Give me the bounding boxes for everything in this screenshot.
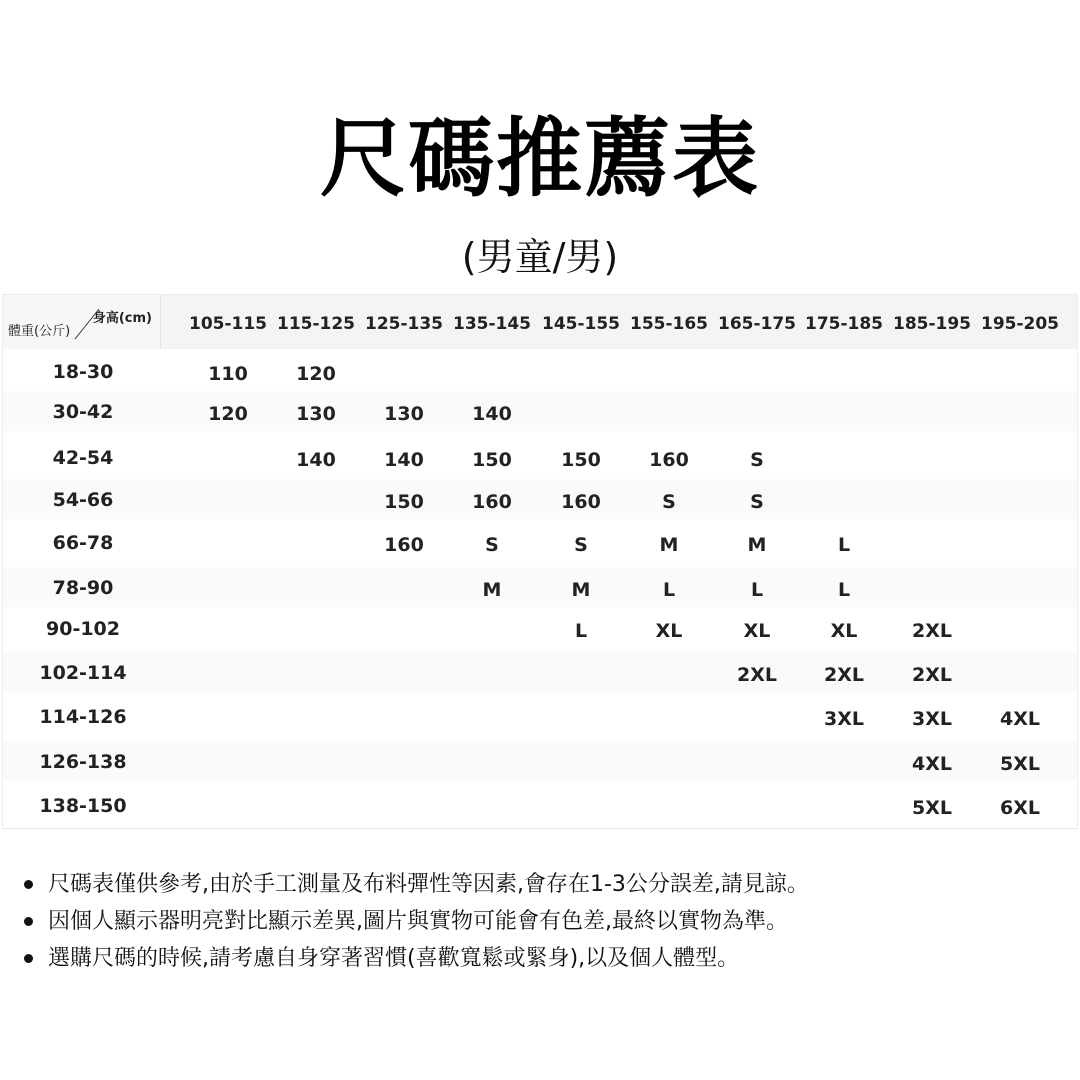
weight-row-label: 90-102	[46, 618, 120, 640]
weight-row-label: 54-66	[52, 489, 114, 511]
size-cell: 4XL	[1000, 708, 1040, 730]
size-cell: S	[750, 491, 764, 513]
note-item	[22, 903, 1062, 940]
size-cell: 160	[472, 491, 512, 513]
size-cell: 130	[384, 403, 424, 425]
height-column-header: 195-205	[980, 314, 1060, 334]
table-corner-cell	[3, 295, 161, 349]
bullet-icon	[24, 880, 33, 889]
weight-row-label: 18-30	[52, 361, 114, 383]
size-cell: 2XL	[737, 664, 777, 686]
size-cell: M	[482, 579, 502, 601]
note-item	[22, 866, 1062, 903]
notes-list	[22, 866, 1062, 977]
height-column-header: 105-115	[188, 314, 268, 334]
height-column-header: 115-125	[276, 314, 356, 334]
weight-row-label: 114-126	[39, 706, 127, 728]
height-axis-label: 身高(cm)	[92, 311, 152, 326]
size-cell: S	[485, 534, 499, 556]
size-cell: XL	[743, 620, 771, 642]
table-row	[3, 437, 1077, 477]
bullet-icon	[24, 917, 33, 926]
size-cell: 130	[296, 403, 336, 425]
table-row	[3, 567, 1077, 607]
size-cell: 160	[384, 534, 424, 556]
size-cell: L	[837, 534, 851, 556]
size-cell: S	[574, 534, 588, 556]
size-cell: M	[571, 579, 591, 601]
weight-row-label: 78-90	[52, 577, 114, 599]
size-cell: 150	[384, 491, 424, 513]
weight-row-label: 138-150	[39, 795, 127, 817]
size-cell: 4XL	[912, 753, 952, 775]
size-cell: M	[659, 534, 679, 556]
table-row	[3, 351, 1077, 391]
table-row	[3, 391, 1077, 431]
size-cell: 140	[296, 449, 336, 471]
size-cell: XL	[830, 620, 858, 642]
size-cell: 150	[472, 449, 512, 471]
height-column-header: 125-135	[364, 314, 444, 334]
weight-row-label: 30-42	[52, 401, 114, 423]
height-column-header: 185-195	[892, 314, 972, 334]
size-cell: 5XL	[912, 797, 952, 819]
height-column-header: 135-145	[452, 314, 532, 334]
note-text: 尺碼表僅供參考,由於手工測量及布料彈性等因素,會存在1-3公分誤差,請見諒。	[48, 872, 809, 897]
height-column-header: 175-185	[804, 314, 884, 334]
page-title: 尺碼推薦表	[320, 109, 760, 209]
size-cell: XL	[655, 620, 683, 642]
size-cell: S	[750, 449, 764, 471]
size-cell: 160	[649, 449, 689, 471]
size-cell: 6XL	[1000, 797, 1040, 819]
size-cell: M	[747, 534, 767, 556]
size-cell: 140	[472, 403, 512, 425]
size-cell: 3XL	[824, 708, 864, 730]
size-cell: 2XL	[824, 664, 864, 686]
size-cell: 2XL	[912, 664, 952, 686]
page-subtitle: (男童/男)	[461, 235, 619, 279]
weight-row-label: 126-138	[39, 751, 127, 773]
size-cell: 140	[384, 449, 424, 471]
size-cell: 5XL	[1000, 753, 1040, 775]
size-cell: L	[574, 620, 588, 642]
table-header-row	[3, 295, 1077, 349]
bullet-icon	[24, 954, 33, 963]
table-row	[3, 479, 1077, 519]
size-cell: 110	[208, 363, 248, 385]
size-cell: L	[837, 579, 851, 601]
size-cell: 120	[208, 403, 248, 425]
weight-row-label: 102-114	[39, 662, 127, 684]
height-column-header: 155-165	[629, 314, 709, 334]
table-row	[3, 522, 1077, 562]
weight-row-label: 42-54	[52, 447, 114, 469]
size-cell: S	[662, 491, 676, 513]
size-cell: 2XL	[912, 620, 952, 642]
weight-row-label: 66-78	[52, 532, 114, 554]
height-column-header: 165-175	[717, 314, 797, 334]
size-cell: 120	[296, 363, 336, 385]
size-cell: L	[662, 579, 676, 601]
size-cell: 150	[561, 449, 601, 471]
height-column-header: 145-155	[541, 314, 621, 334]
note-text: 因個人顯示器明亮對比顯示差異,圖片與實物可能會有色差,最終以實物為準。	[48, 909, 788, 934]
size-cell: L	[750, 579, 764, 601]
weight-axis-label: 體重(公斤)	[8, 324, 71, 339]
size-cell: 160	[561, 491, 601, 513]
note-text: 選購尺碼的時候,請考慮自身穿著習慣(喜歡寬鬆或緊身),以及個人體型。	[48, 946, 740, 971]
note-item	[22, 940, 1062, 977]
size-cell: 3XL	[912, 708, 952, 730]
size-table	[2, 294, 1078, 829]
